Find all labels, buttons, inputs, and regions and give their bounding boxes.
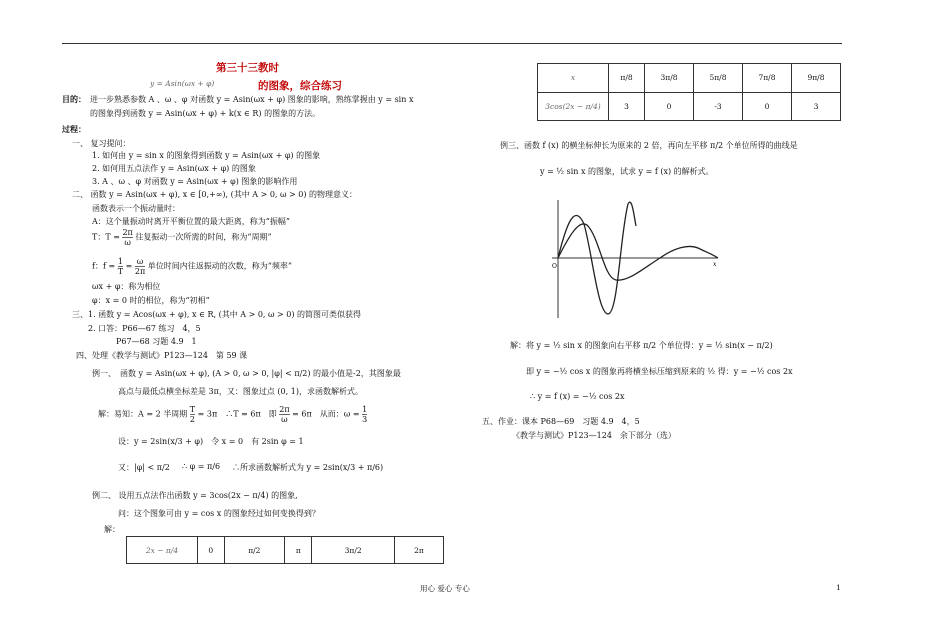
example-3-solution-2: 即 y = −½ cos x 的图象再将横坐标压缩到原来的 ½ 得：y = −½ cos 2x xyxy=(526,367,793,376)
example-1-solution-3c: ∴所求函数解析式为 y = 2sin(x/3 + π/6) xyxy=(232,463,384,472)
process-label: 过程： xyxy=(62,124,86,134)
frequency-def xyxy=(92,257,292,276)
example-2-line-2: 问：这个图象可由 y = cos x 的图象经过如何变换得到？ xyxy=(118,509,320,518)
table-cell: π/8 xyxy=(609,64,645,93)
period-ratio-numerator: 2π xyxy=(279,405,290,414)
goal-line-2: 的图象得到函数 y = Asin(ωx + φ) + k(x ∈ R) 的图象的方法。 xyxy=(90,109,321,118)
frequency-description: 单位时间内往返振动的次数，称为“频率” xyxy=(147,261,292,271)
phase-value-table xyxy=(126,536,444,564)
header-rule xyxy=(62,43,842,44)
half-period-denominator: 2 xyxy=(189,415,195,424)
frequency-fraction-2 xyxy=(135,257,145,276)
frequency-equals: = xyxy=(125,261,133,271)
period-description: 往复振动一次所需的时间，称为“周期” xyxy=(135,232,272,242)
period-def xyxy=(92,228,272,247)
example-1-solution-1 xyxy=(98,405,367,424)
frequency-denominator-1: T xyxy=(117,267,124,276)
table-cell: 0 xyxy=(742,92,791,121)
example-3-solution-1: 解：将 y = ½ sin x 的图象向右平移 π/2 个单位得：y = ½ sin(x − π/2) xyxy=(510,341,773,350)
table-cell: 3π/8 xyxy=(645,64,694,93)
footer-motto: 用心 爱心 专心 xyxy=(420,584,470,593)
example-2-line-1: 例二、 设用五点法作出函数 y = 3cos(2x − π/4) 的图象, xyxy=(92,491,298,500)
omega-numerator: 1 xyxy=(362,405,368,414)
frequency-numerator-1: 1 xyxy=(117,257,123,266)
table-cell: -3 xyxy=(694,92,743,121)
curve-half-sin xyxy=(558,224,718,280)
section-3-item-3: P67—68 习题 4.9 1 xyxy=(116,337,197,346)
table-cell: 3 xyxy=(791,92,840,121)
period-fraction xyxy=(122,228,132,247)
section-1-heading: 一、 复习提问： xyxy=(72,139,131,148)
x-value-table xyxy=(537,63,841,121)
table-cell: 0 xyxy=(645,92,694,121)
frequency-formula-lhs: f：f = xyxy=(92,261,116,271)
omega-fraction xyxy=(362,405,367,424)
example-3-line-1: 例三、函数 f (x) 的横坐标伸长为原来的 2 倍，再向左平移 π/2 个单位所得的曲线是 xyxy=(500,141,798,150)
page-number: 1 xyxy=(836,583,841,592)
table-cell: 9π/8 xyxy=(791,64,840,93)
table-cell: 2π xyxy=(394,537,443,564)
section-1-item-3: 3. A 、ω 、φ 对函数 y = Asin(ωx + φ) 图象的影响作用 xyxy=(92,177,298,186)
table-cell: 7π/8 xyxy=(742,64,791,93)
period-denominator: ω xyxy=(124,238,131,247)
y-values-row xyxy=(538,92,841,121)
table-cell: 3π/2 xyxy=(312,537,395,564)
frequency-fraction-1 xyxy=(118,257,123,276)
table-cell: π xyxy=(285,537,312,564)
x-axis-label: x xyxy=(713,261,717,268)
phase-value-row xyxy=(127,537,444,564)
lesson-title: 第三十三教时 xyxy=(216,62,279,74)
amplitude-def: A：这个量振动时离开平衡位置的最大距离，称为“振幅” xyxy=(92,217,290,226)
period-numerator: 2π xyxy=(122,228,133,237)
frequency-denominator-2: 2π xyxy=(134,267,146,276)
title-formula: y = Asin(ωx + φ) xyxy=(150,79,215,88)
half-period-fraction xyxy=(190,405,195,424)
x-values-row xyxy=(538,64,841,93)
example-1-solution-3b: ∴ φ = π/6 xyxy=(182,462,221,471)
example-3-solution-3: ∴ y = f (x) = −½ cos 2x xyxy=(530,392,625,401)
homework-line-1: 五、作业：课本 P68—69 习题 4.9 4，5 xyxy=(482,417,640,426)
table-cell: 5π/8 xyxy=(694,64,743,93)
origin-label: O xyxy=(552,263,557,270)
omega-denominator: 3 xyxy=(362,415,368,424)
initial-phase-def: φ：x = 0 时的相位，称为“初相” xyxy=(92,296,210,305)
solution-1-part-b: = 3π ∴T = 6π 即 xyxy=(197,409,277,419)
lesson-subtitle: 的图象，综合练习 xyxy=(258,80,342,92)
section-4-heading: 四、处理《教学与测试》P123—124 第 59 课 xyxy=(76,351,248,360)
example-1-solution-3a: 又：|φ| < π/2 xyxy=(118,463,170,472)
example-3-line-2: y = ½ sin x 的图象，试求 y = f (x) 的解析式。 xyxy=(540,167,714,176)
table-cell: x xyxy=(538,64,609,93)
table-cell: 3 xyxy=(609,92,645,121)
half-period-numerator: T xyxy=(189,405,196,414)
section-3-item-2: 2. 口答：P66—67 练习 4，5 xyxy=(88,324,201,333)
table-cell: 0 xyxy=(198,537,225,564)
section-2-intro: 函数表示一个振动量时： xyxy=(92,204,180,213)
homework-line-2: 《教学与测试》P123—124 余下部分（选） xyxy=(512,431,676,440)
section-1-item-2: 2. 如何用五点法作 y = Asin(ωx + φ) 的图象 xyxy=(92,164,256,173)
goal-line-1: 进一步熟悉参数 A 、ω 、φ 对函数 y = Asin(ωx + φ) 图象的影响，熟练掌握由 y = sin x xyxy=(90,95,414,104)
period-ratio-fraction xyxy=(279,405,289,424)
example-3-graph xyxy=(548,196,724,322)
frequency-numerator-2: ω xyxy=(136,257,144,266)
period-ratio-denominator: ω xyxy=(281,415,288,424)
section-2-heading: 二、 函数 y = Asin(ωx + φ), x ∈ [0,+∞), (其中 A > 0, ω > 0) 的物理意义： xyxy=(72,190,358,199)
section-1-item-1: 1. 如何由 y = sin x 的图象得到函数 y = Asin(ωx + φ) 的图象 xyxy=(92,151,321,160)
example-1-solution-2: 设：y = 2sin(x/3 + φ) 令 x = 0 有 2sin φ = 1 xyxy=(118,437,304,446)
period-formula-lhs: T：T = xyxy=(92,232,120,242)
table-cell: π/2 xyxy=(224,537,285,564)
section-3-item-1: 三、1. 函数 y = Acos(ωx + φ), x ∈ R, (其中 A > 0, ω > 0) 的简图可类似获得 xyxy=(72,310,362,319)
example-1-line-1: 例一、 函数 y = Asin(ωx + φ), (A > 0, ω > 0, |φ| < π/2) 的最小值是-2，其图象最 xyxy=(92,369,401,378)
example-2-solution-label: 解： xyxy=(104,525,120,534)
solution-1-part-a: 解：易知：A = 2 半周期 xyxy=(98,409,188,419)
goal-label: 目的： xyxy=(62,94,86,104)
solution-1-part-c: = 6π 从而：ω = xyxy=(292,409,360,419)
table-cell: 3cos(2x − π/4) xyxy=(538,92,609,121)
example-1-line-2: 高点与最低点横坐标差是 3π，又：图象过点 (0, 1)，求函数解析式。 xyxy=(118,387,363,396)
phase-def: ωx + φ：称为相位 xyxy=(92,282,161,291)
table-cell: 2x − π/4 xyxy=(127,537,198,564)
